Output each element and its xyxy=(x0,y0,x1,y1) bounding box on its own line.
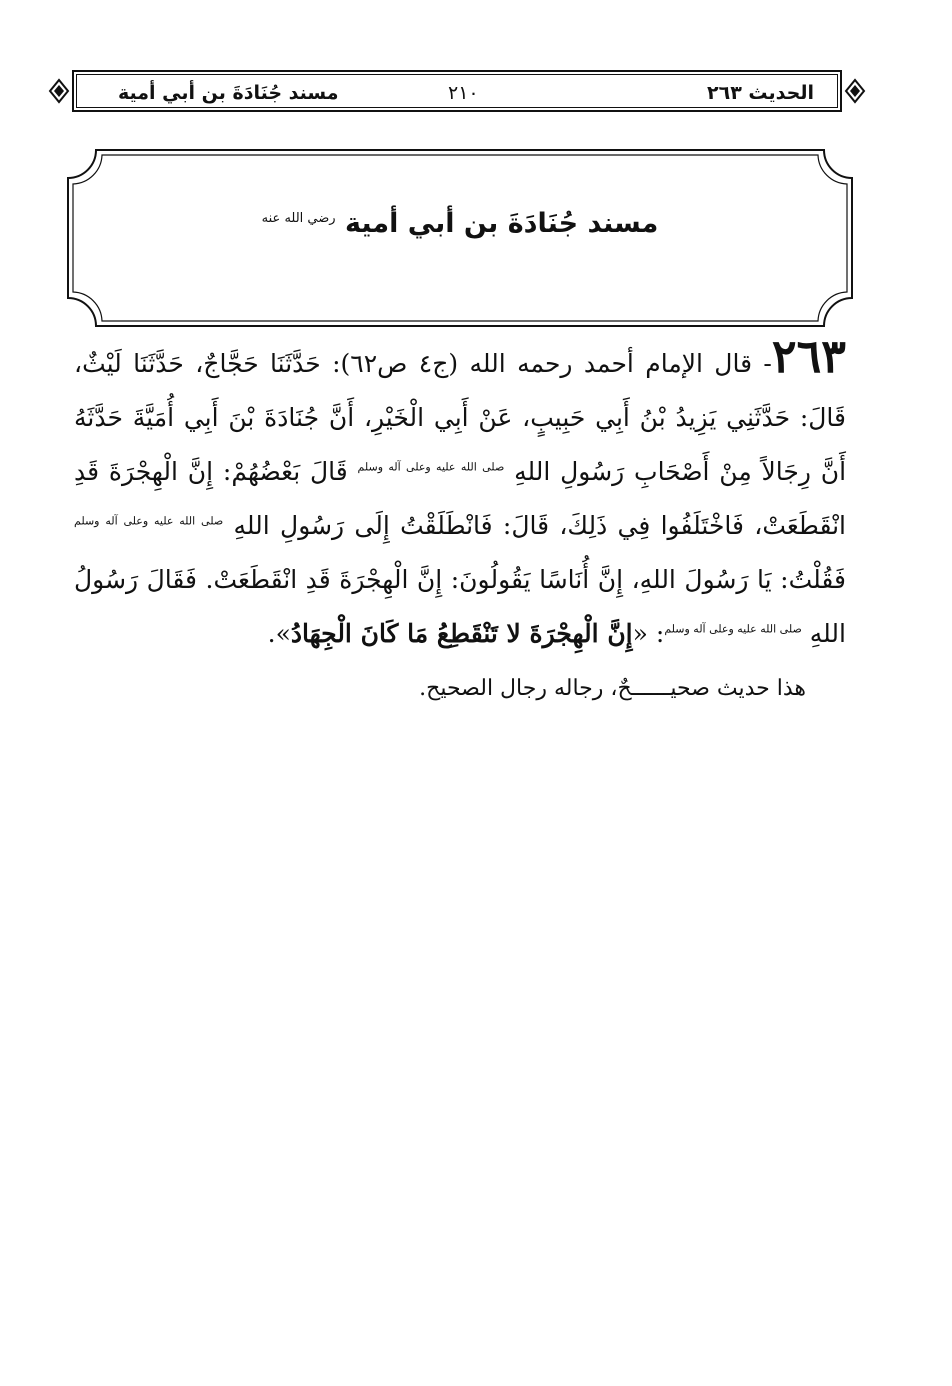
hadith-grade: هذا حديث صحيــــــحٌ، رجاله رجال الصحيح. xyxy=(419,676,806,701)
salla-mark: صلى الله عليه وعلى آله وسلم xyxy=(664,622,802,636)
hadith-body xyxy=(74,329,847,661)
hadith-number: ٢٦٣ xyxy=(771,329,846,383)
salla-mark: صلى الله عليه وعلى آله وسلم xyxy=(357,460,505,474)
hadith-text-part1: - قال الإمام أحمد رحمه الله (ج٤ ص٦٢): حَدَّثَنَا حَجَّاجٌ، حَدَّثَنَا لَيْثٌ، قَالَ: حَدَّثَنِي يَزِيدُ بْنُ أَبِي حَبِيبٍ، عَنْ أَبِي الْخَيْرِ، أَنَّ جُنَادَةَ بْنَ أَبِي أُمَيَّةَ حَدَّثَهُ أَنَّ رِجَالاً مِنْ أَصْحَابِ رَسُولِ اللهِ xyxy=(74,349,847,486)
section-title xyxy=(66,208,854,239)
salla-mark: صلى الله عليه وعلى آله وسلم xyxy=(74,514,224,528)
hadith-text-part3: فَقُلْتُ: يَا رَسُولَ اللهِ، إِنَّ أُنَاسًا يَقُولُونَ: إِنَّ الْهِجْرَةَ قَدِ انْقَطَعَتْ. فَقَالَ رَسُولُ اللهِ xyxy=(74,565,846,648)
hadith-text-part2: قَالَ بَعْضُهُمْ: إِنَّ الْهِجْرَةَ قَدِ انْقَطَعَتْ، فَاخْتَلَفُوا فِي ذَلِكَ، قَالَ: فَانْطَلَقْتُ إِلَى رَسُولِ اللهِ xyxy=(74,457,846,540)
page-number: ٢١٠ xyxy=(448,82,479,104)
honorific-mark: رضي الله عنه xyxy=(261,211,336,226)
header-hadith-label: الحديث ٢٦٣ xyxy=(707,82,814,104)
header-musnad-label: مسند جُنَادَةَ بن أبي أمية xyxy=(118,82,339,104)
left-ornament xyxy=(48,74,70,108)
hadith-text-part4: : « xyxy=(632,619,665,648)
prophetic-quote: إِنَّ الْهِجْرَةَ لا تَنْقَطِعُ مَا كَانَ الْجِهَادُ xyxy=(290,619,633,648)
section-title-text: مسند جُنَادَةَ بن أبي أمية xyxy=(344,208,659,239)
hadith-text-part5: ». xyxy=(267,619,291,648)
right-ornament xyxy=(844,74,866,108)
